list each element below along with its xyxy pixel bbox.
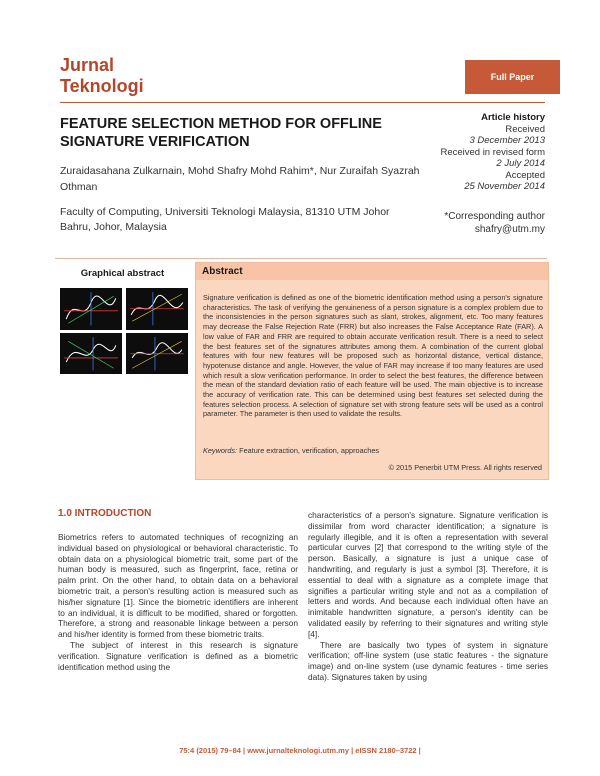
page-footer: 75:4 (2015) 79–84 | www.jurnalteknologi.utm.my | eISSN 2180–3722 | <box>179 746 421 755</box>
graphical-abstract-heading: Graphical abstract <box>80 268 165 279</box>
corresponding-email[interactable]: shafry@utm.my <box>474 224 545 235</box>
intro-paragraph: Biometrics refers to automated techniques of recognizing an individual based on physiological or behavioral characteristic. To obtain data on a physiological biometric trait, some part of the human body is measured, such as fingerprint, face, retina or palm print. On the other hand, to obtain data on a behavioral biometric trait, a person's resulting action is measured such as his/her signature [1]. Since the biometric identifiers are inherent to an individual, it is difficult to be modified, shared or forgotten. Therefore, a strong and reasonable linkage between a person and his/her identity is formed from these biometric traits. <box>58 532 298 640</box>
copyright: © 2015 Penerbit UTM Press. All rights reserved <box>388 463 542 472</box>
received-date: 3 December 2013 <box>469 135 545 146</box>
received-label: Received <box>505 123 545 135</box>
accepted-date: 25 November 2014 <box>464 181 545 192</box>
keywords-value: Feature extraction, verification, approaches <box>239 446 380 455</box>
paper-title: FEATURE SELECTION METHOD FOR OFFLINE SIGNATURE VERIFICATION <box>60 116 382 150</box>
signature-panel-a <box>60 288 122 330</box>
intro-paragraph: The subject of interest in this research is signature verification. Signature verification is defined as a biometric identification method using the <box>58 639 298 672</box>
section-heading-introduction: 1.0 INTRODUCTION <box>58 508 152 519</box>
signature-panel-c <box>60 333 122 375</box>
abstract-box <box>195 262 549 480</box>
intro-column-left <box>58 532 298 672</box>
signature-plot-icon <box>126 333 188 375</box>
keywords-label: Keywords: <box>203 446 238 455</box>
journal-name-line2: Teknologi <box>60 76 144 96</box>
accepted-label: Accepted <box>505 169 545 181</box>
abstract-heading: Abstract <box>196 263 548 280</box>
intro-paragraph: There are basically two types of system in signature verification; off-line system (use static features - the signature image) and on-line system (use dynamic features - time series data). Signatures taken by using <box>308 639 548 682</box>
signature-panel-b <box>126 288 188 330</box>
keywords <box>203 446 543 455</box>
header-divider <box>60 102 545 103</box>
paper-affiliation: Faculty of Computing, Universiti Teknologi Malaysia, 81310 UTM Johor Bahru, Johor, Malaysia <box>60 206 390 233</box>
abstract-text: Signature verification is defined as one of the biometric identification method using a person's signature characteristics. The task of verifying the genuineness of a person signature is a complex problem due to the inconsistencies in the person signatures such as slant, strokes, alignment, etc. Too many features may decrease the False Rejection Rate (FRR) but also increases the False Acceptance Rate (FAR). A low value of FAR and FRR are required to obtain accurate verification result. There is a need to select the best features set of the signatures attributes among them. A combination of the current global features with four new features will be proposed such as horizontal distance, vertical distance, hypotenuse distance and angle. However, the value of FAR may increase if too many features are used which result a slow verification performance. In order to select the best features, the difference between the mean of the standard deviation ratio of each feature will be used. The main objective is to increase the accuracy of verification rate. This can be determined using best features set selected during the features selection process. A selection of signature set with strong feature sets will be used as a control parameter. The parameter is then used to validate the results. <box>203 293 543 419</box>
full-paper-badge: Full Paper <box>465 60 560 94</box>
graphical-abstract-figure <box>60 288 188 374</box>
revised-label: Received in revised form <box>440 146 545 158</box>
signature-panel-d <box>126 333 188 375</box>
abstract-divider <box>55 258 547 259</box>
paper-authors: Zuraidasahana Zulkarnain, Mohd Shafry Mohd Rahim*, Nur Zuraifah Syazrah Othman <box>60 165 420 193</box>
journal-logo <box>60 55 144 97</box>
journal-name-line1: Jurnal <box>60 55 115 75</box>
corresponding-label: *Corresponding author <box>444 211 545 222</box>
revised-date: 2 July 2014 <box>496 158 545 169</box>
intro-paragraph: characteristics of a person's signature. Signature verification is dissimilar from word character identification; a signature is regularly illegible, and it is often a representation with several particular curves [2] that correspond to the writing style of the person. Basically, a signature is just a unique case of handwriting, and regularly is just a symbol [3]. Therefore, it is essential to deal with a signature as a complete image that signifies a particular writing style and not as a compilation of letters and words. And because each individual often have an inimitable handwritten signature, a person's identity can be validated easily by referring to their signatures and writing style [4]. <box>308 510 548 639</box>
history-title: Article history <box>481 112 545 123</box>
signature-plot-icon <box>60 288 122 330</box>
signature-plot-icon <box>126 288 188 330</box>
intro-column-right <box>308 510 548 683</box>
signature-plot-icon <box>60 333 122 375</box>
article-history <box>425 112 545 193</box>
corresponding-author <box>410 210 545 236</box>
